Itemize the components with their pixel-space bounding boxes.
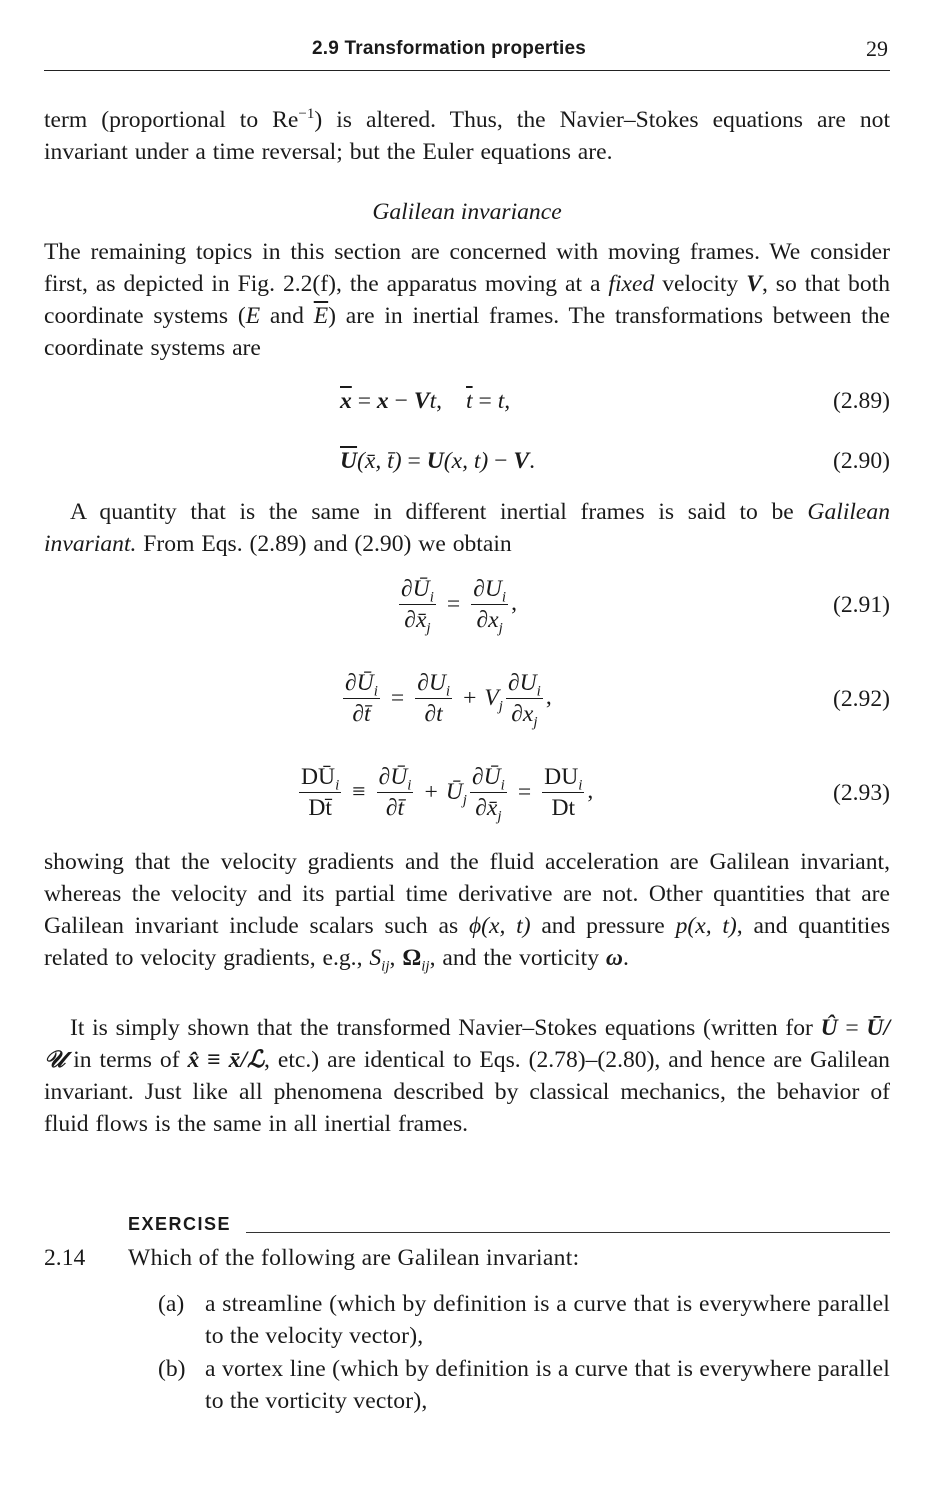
exercise-label: EXERCISE [128,1214,232,1234]
subscript: i [536,683,541,700]
math-t: t [429,388,437,414]
math-Omega: Ω [402,945,422,971]
subscript: j [498,620,503,637]
equation-2-93 [44,764,890,828]
paragraph-moving-frames [44,236,890,364]
exercise-item [158,1353,890,1417]
math-U: U [426,448,444,474]
text-run: , [389,945,403,971]
superscript: −1 [298,106,315,123]
fraction [415,670,452,727]
paragraph-navier-stokes-invariance [44,1012,890,1140]
text-run: ) is altered. Thus, the Navier–Stokes equations are not invariant under a time reversal; but the Euler equations are. [44,107,890,165]
denominator: ∂x̄ [404,607,427,633]
math-S: S [369,945,382,971]
exercise-rule [246,1232,890,1233]
numerator: ∂Ū [378,764,408,790]
vector-V: V [746,271,762,297]
denominator: ∂x̄ [475,795,498,821]
math-punct: , [436,388,443,414]
item-text: a streamline (which by definition is a curve that is everywhere parallel to the velocity vector), [205,1291,890,1349]
subscript: i [578,777,583,794]
fraction [343,670,380,727]
text-run: , etc.) are identical to Eqs. (2.78)–(2.80), and hence are Galilean invariant. Just like all phenomena described by classical mechanics, the behavior of fluid flows is the same in all inertial frames. [44,1047,890,1137]
math-op: + [463,685,477,711]
text-run: and [260,303,314,329]
numerator: DU [544,764,579,790]
section-title: 2.9 Transformation properties [312,38,586,59]
equation-number: (2.92) [832,686,890,712]
equation-2-92 [44,670,890,734]
math-args: (x̄, t̄) [357,448,402,474]
symbol-E-bar: $\overline{E}$ [313,303,329,329]
math-op: − [388,388,414,414]
equation-body [340,388,510,415]
item-text: a vortex line (which by definition is a curve that is everywhere parallel to the vorticity vector), [205,1356,890,1414]
subscript: i [429,589,434,606]
math-op: = [390,685,405,711]
math-phi: ϕ(x, t) [468,913,531,939]
subscript: ij [381,958,390,975]
subscript: j [533,714,538,731]
math-t-bar: $\overline{t}$ [466,388,473,414]
text-run: ) are in inertial frames. The transformations between the coordinate systems are [44,303,890,361]
math-op: = [517,779,532,805]
numerator: ∂Ū [401,576,430,602]
denominator: ∂x [476,607,499,633]
math-punct: . [529,448,536,474]
math-punct: , [545,683,552,710]
subscript: i [373,683,378,700]
numerator: ∂U [473,576,502,602]
math-op: ≡ [352,779,366,805]
text-run: , so that both coordinate systems ( [44,271,890,329]
subscript: i [407,777,412,794]
subscript: j [497,808,502,825]
math-op: = [446,591,461,617]
math-V: V [484,685,499,711]
item-label: (a) [158,1291,185,1317]
math-punct: , [587,777,594,804]
math-V: V [413,388,430,414]
math-x: x [376,388,389,414]
subheading-galilean-invariance: Galilean invariance [372,199,562,225]
paragraph-time-reversal [44,104,890,168]
math-omega: ω [605,945,623,971]
subscript: ij [421,958,430,975]
fraction [299,764,341,821]
running-header [44,34,890,71]
math-op: = [351,388,377,414]
math-V: V [513,448,530,474]
text-run: in terms of [65,1047,188,1073]
fraction [471,576,508,637]
emphasis-galilean-invariant: Galilean invariant. [44,499,890,557]
equation-number: (2.91) [832,592,890,618]
math-op: − [488,448,514,474]
subscript: i [445,683,451,700]
equation-body [296,764,594,825]
math-U-bar: Ū [445,779,463,805]
text-run: It is simply shown that the transformed Navier–Stokes equations (written for [70,1015,821,1041]
math-U-hat: Û [820,1015,838,1041]
numerator: ∂Ū [471,764,501,790]
equation-body [396,576,517,637]
denominator: Dt [551,795,576,821]
numerator: ∂Ū [345,670,374,696]
denominator: ∂t̄ [385,795,405,821]
page-number: 29 [866,36,888,61]
exercise-question: Which of the following are Galilean invariant: [128,1245,580,1271]
denominator: ∂x [511,701,534,727]
math-op: = [837,1015,867,1041]
text-run: showing that the velocity gradients and the fluid acceleration are Galilean invariant, whereas the velocity and its partial time derivative are not. Other quantities that are Galilean invariant include scalars such as [44,849,890,939]
math-op: = [472,388,498,414]
exercise-item [158,1288,890,1352]
subscript: j [498,698,503,715]
numerator: ∂U [417,670,446,696]
math-x-hat: x̂ ≡ x̄/ℒ [187,1047,265,1073]
exercise-number: 2.14 [44,1245,86,1271]
item-label: (b) [158,1356,186,1382]
denominator: ∂t [424,701,443,727]
exercise-header [128,1214,890,1240]
math-U-bar: $\overline{U}$ [340,448,358,474]
denominator: Dt̄ [308,795,332,821]
emphasis-fixed: fixed [608,271,655,297]
equation-2-89 [44,388,890,420]
equation-2-91 [44,576,890,640]
subscript: i [500,777,505,794]
text-run: A quantity that is the same in different inertial frames is said to be [70,499,808,525]
subscript: i [501,589,507,606]
equation-number: (2.90) [832,448,890,474]
math-op: + [424,779,438,805]
text-run: term (proportional to Re [44,107,299,133]
subscript: j [426,620,431,637]
fraction [377,764,414,821]
paragraph-velocity-gradients [44,846,890,974]
denominator: ∂t̄ [352,701,371,727]
equation-body [340,448,535,475]
text-run: From Eqs. (2.89) and (2.90) we obtain [136,531,512,557]
math-U-bar-over-U: Ū/𝒰 [44,1015,890,1073]
fraction [399,576,436,637]
equation-2-90 [44,448,890,480]
text-run: , and quantities related to velocity gradients, e.g., [44,913,891,971]
math-punct: , [511,589,517,616]
paragraph-galilean-definition [44,496,890,560]
equation-number: (2.89) [832,388,890,414]
math-op: = [401,448,427,474]
numerator: ∂U [507,670,537,696]
equation-number: (2.93) [832,780,890,806]
fraction [506,670,543,731]
symbol-E: E [245,303,261,329]
text-run: velocity [654,271,747,297]
subscript: j [462,792,467,809]
text-run: . [622,945,629,971]
math-x-bar: $\overline{x}$ [340,388,352,414]
text-run: , and the vorticity [429,945,606,971]
math-args: (x, t) [443,448,489,474]
text-run: The remaining topics in this section are concerned with moving frames. We consider first, as depicted in Fig. 2.2(f), the apparatus moving at a [44,239,890,297]
numerator: DŪ [301,764,336,790]
equation-body [340,670,552,731]
text-run: and pressure [530,913,676,939]
math-t: t, [497,388,511,414]
subscript: i [335,777,340,794]
fraction [542,764,584,821]
math-pressure: p(x, t) [675,913,737,939]
fraction [470,764,507,825]
